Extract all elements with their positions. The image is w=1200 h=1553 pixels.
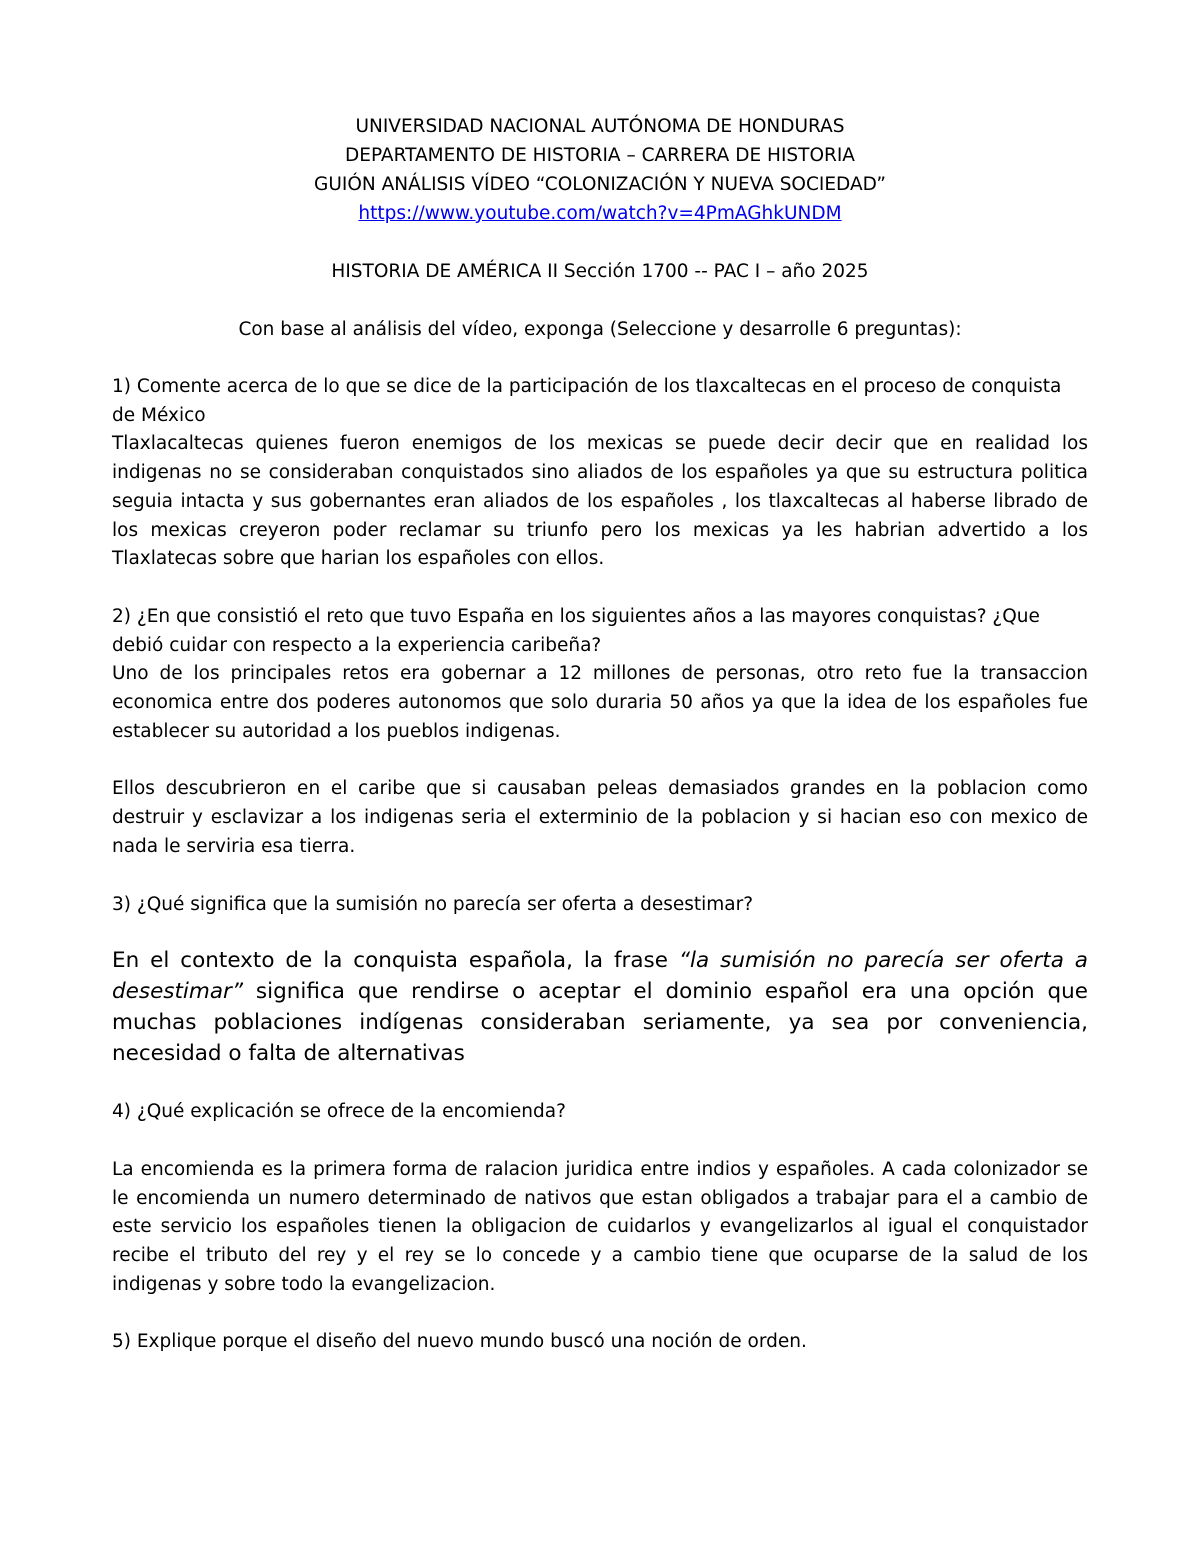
university-name: UNIVERSIDAD NACIONAL AUTÓNOMA DE HONDURAS [355, 116, 845, 137]
answer-4: La encomienda es la primera forma de ralacion juridica entre indios y españoles. A cada colonizador se le encomienda un numero determinado de nativos que estan obligados a trabajar para el a cambio de este servicio los españoles tienen la obligacion de cuidarlos y evangelizarlos al igual el conquistador recibe el tributo del rey y el rey se lo concede y a cambio tiene que ocuparse de la salud de los indigenas y sobre todo la evangelizacion. [112, 1158, 1088, 1295]
instructions: Con base al análisis del vídeo, exponga (Seleccione y desarrolle 6 preguntas): [238, 319, 962, 340]
answer-2b: Ellos descubrieron en el caribe que si causaban peleas demasiados grandes en la poblacion como destruir y esclavizar a los indigenas seria el exterminio de la poblacion y si hacian eso con mexico de nada le serviria esa tierra. [112, 778, 1088, 857]
guide-title: GUIÓN ANÁLISIS VÍDEO “COLONIZACIÓN Y NUEVA SOCIEDAD” [314, 174, 886, 195]
document-page [112, 112, 1088, 1357]
video-link-line [112, 199, 1088, 228]
answer-3-suffix: significa que rendirse o aceptar el dominio español era una opción que muchas poblaciones indígenas consideraban seriamente, ya sea por conveniencia, necesidad o falta de alternativas [112, 979, 1088, 1067]
answer-3-prefix: En el contexto de la conquista española, la frase [112, 948, 679, 974]
answer-3 [112, 945, 1088, 1069]
question-5: 5) Explique porque el diseño del nuevo mundo buscó una noción de orden. [112, 1331, 807, 1353]
question-3: 3) ¿Qué significa que la sumisión no parecía ser oferta a desestimar? [112, 893, 754, 915]
answer-1: Tlaxlacaltecas quienes fueron enemigos de los mexicas se puede decir decir que en realidad los indigenas no se consideraban conquistados sino aliados de los españoles ya que su estructura politica seguia intacta y sus gobernantes eran aliados de los españoles , los tlaxcaltecas al haberse librado de los mexicas creyeron poder reclamar su triunfo pero los mexicas ya les habrian advertido a los Tlaxlatecas sobre que harian los españoles con ellos. [112, 433, 1088, 570]
answer-3-quote: “la sumisión no parecía ser oferta a desestimar” [112, 948, 1088, 1005]
video-link[interactable]: https://www.youtube.com/watch?v=4PmAGhkUNDM [358, 203, 842, 224]
question-1: 1) Comente acerca de lo que se dice de la participación de los tlaxcaltecas en el proceso de conquista de México [112, 376, 1062, 426]
question-2: 2) ¿En que consistió el reto que tuvo España en los siguientes años a las mayores conquistas? ¿Que debió cuidar con respecto a la experiencia caribeña? [112, 605, 1040, 656]
answer-2a: Uno de los principales retos era gobernar a 12 millones de personas, otro reto fue la transaccion economica entre dos poderes autonomos que solo duraria 50 años ya que la idea de los españoles fue establecer su autoridad a los pueblos indigenas. [112, 663, 1088, 742]
department-name: DEPARTAMENTO DE HISTORIA – CARRERA DE HISTORIA [345, 145, 855, 166]
course-line: HISTORIA DE AMÉRICA II Sección 1700 -- PAC I – año 2025 [331, 261, 869, 282]
question-4: 4) ¿Qué explicación se ofrece de la encomienda? [112, 1101, 566, 1123]
